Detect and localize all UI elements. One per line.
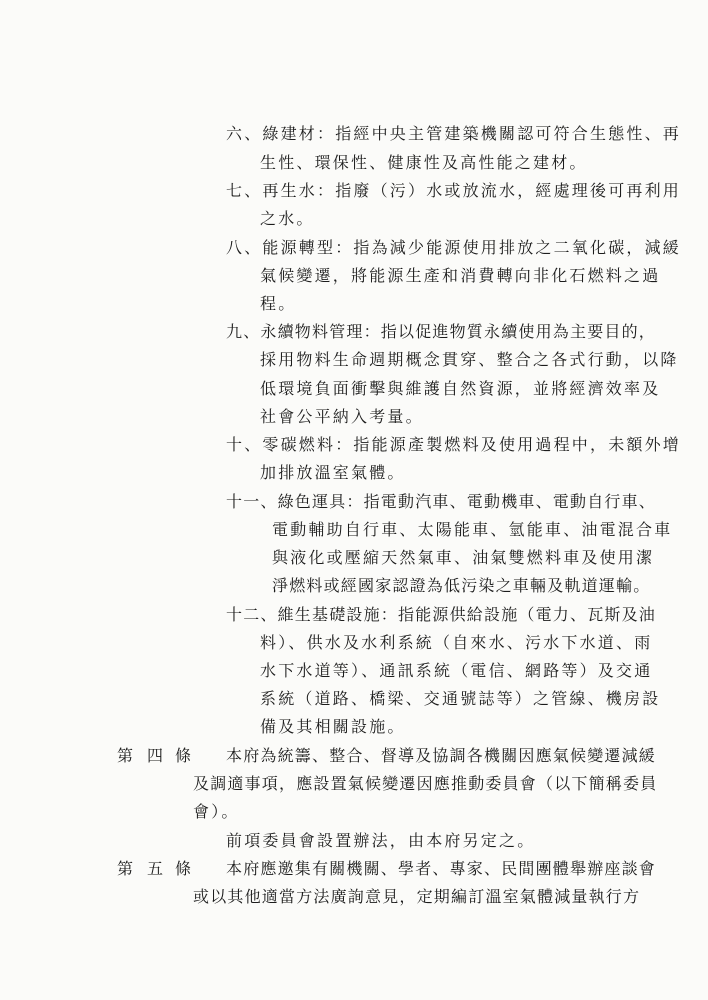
article-5-label [117, 859, 192, 879]
item-12-line-1: 十二、維生基礎設施：指能源供給設施（電力、瓦斯及油 [226, 605, 657, 624]
item-7-line-1: 七、再生水：指廢（污）水或放流水，經處理後可再利用 [226, 181, 682, 200]
item-9-line-4: 社會公平納入考量。 [260, 407, 424, 426]
item-9-line-3: 低環境負面衝擊與維護自然資源，並將經濟效率及 [260, 379, 661, 398]
item-12-line-3: 水下水道等）、通訊系統（電信、網路等）及交通 [260, 661, 653, 680]
item-9-line-2: 採用物料生命週期概念貫穿、整合之各式行動，以降 [260, 350, 679, 369]
item-9-line-1: 九、永續物料管理：指以促進物質永續使用為主要目的， [226, 322, 657, 341]
article-4-line-2: 及調適事項，應設置氣候變遷因應推動委員會（以下簡稱委員 [193, 774, 658, 793]
item-8-line-3: 程。 [260, 294, 297, 313]
item-11-line-4: 淨燃料或經國家認證為低污染之車輛及軌道運輸。 [272, 576, 651, 595]
article-5-line-1: 本府應邀集有關機關、學者、專家、民間團體舉辦座談會 [226, 859, 657, 878]
item-6-line-1: 六、綠建材：指經中央主管建築機關認可符合生態性、再 [226, 124, 682, 143]
article-5-label-char-1: 第 [117, 859, 134, 878]
item-12-line-5: 備及其相關設施。 [260, 717, 406, 736]
item-10-line-1: 十、零碳燃料：指能源產製燃料及使用過程中，未額外增 [226, 435, 682, 454]
item-12-line-2: 料）、供水及水利系統（自來水、污水下水道、雨 [260, 633, 653, 652]
article-5-line-2: 或以其他適當方法廣詢意見，定期編訂溫室氣體減量執行方 [193, 887, 641, 906]
item-10-line-2: 加排放溫室氣體。 [260, 463, 406, 482]
article-5-label-char-2: 五 [147, 859, 164, 878]
article-4-line-1: 本府為統籌、整合、督導及協調各機關因應氣候變遷減緩 [226, 746, 657, 765]
item-11-line-3: 與液化或壓縮天然氣車、油氣雙燃料車及使用潔 [272, 548, 655, 567]
item-8-line-2: 氣候變遷，將能源生產和消費轉向非化石燃料之過 [260, 266, 661, 285]
article-4-label-char-3: 條 [175, 746, 192, 765]
article-4-label [117, 746, 192, 766]
article-4-label-char-2: 四 [147, 746, 164, 765]
article-5-label-char-3: 條 [175, 859, 192, 878]
article-4-line-3: 會）。 [193, 802, 240, 821]
item-8-line-1: 八、能源轉型：指為減少能源使用排放之二氧化碳，減緩 [226, 238, 682, 257]
article-4-paragraph-2: 前項委員會設置辦法，由本府另定之。 [226, 831, 536, 850]
article-4-label-char-1: 第 [117, 746, 134, 765]
item-7-line-2: 之水。 [260, 209, 315, 228]
item-6-line-2: 生性、環保性、健康性及高性能之建材。 [260, 153, 588, 172]
item-11-line-2: 電動輔助自行車、太陽能車、氫能車、油電混合車 [272, 520, 673, 539]
item-12-line-4: 系統（道路、橋梁、交通號誌等）之管線、機房設 [260, 689, 661, 708]
item-11-line-1: 十一、綠色運具：指電動汽車、電動機車、電動自行車、 [226, 492, 657, 511]
